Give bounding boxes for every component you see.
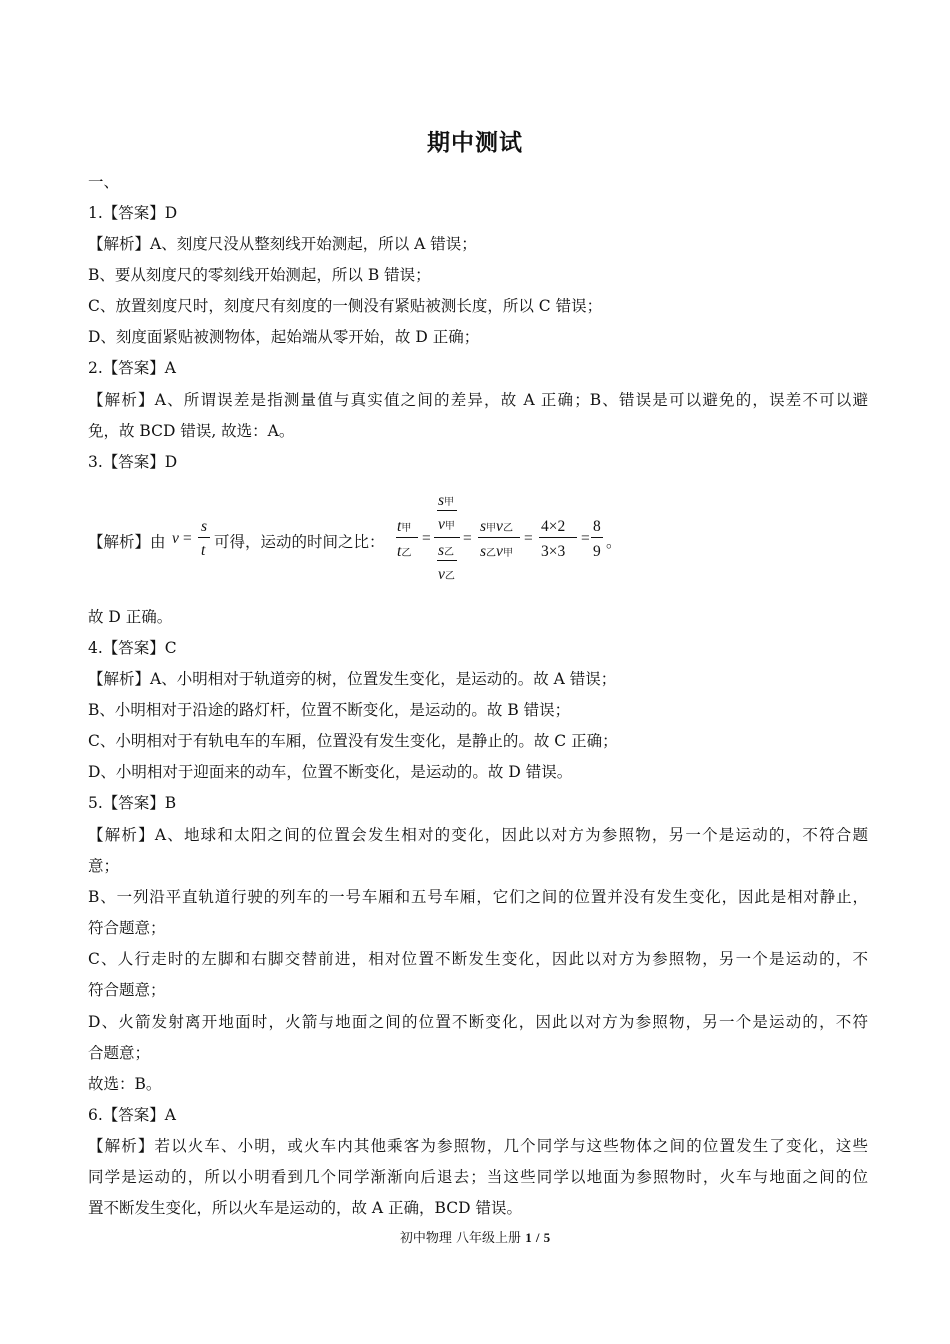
formula-mid: 可得，运动的时间之比： <box>214 533 385 551</box>
formula-s-jia: s <box>438 492 445 509</box>
analysis-line: 符合题意； <box>88 981 166 999</box>
formula-equals: = <box>463 530 472 547</box>
sub-yi: 乙 <box>502 523 513 534</box>
answer-line: 4.【答案】C <box>88 639 177 657</box>
formula-v-yi: v <box>438 566 445 583</box>
answer-line: 2.【答案】A <box>88 359 176 377</box>
fraction-bar <box>396 537 418 538</box>
analysis-line: 置不断发生变化，所以火车是运动的，故 A 正确，BCD 错误。 <box>88 1199 522 1217</box>
fraction-bar <box>591 537 603 538</box>
analysis-line: 【解析】A、地球和太阳之间的位置会发生相对的变化，因此以对方为参照物，另一个是运动的，不符合题 <box>88 826 868 844</box>
sub-jia: 甲 <box>486 523 497 534</box>
formula-numerator: 4×2 <box>541 518 566 535</box>
formula-s-yi: s <box>480 543 487 560</box>
analysis-line: 【解析】A、小明相对于轨道旁的树，位置发生变化，是运动的。故 A 错误； <box>88 670 617 688</box>
analysis-line: D、小明相对于迎面来的动车，位置不断变化，是运动的。故 D 错误。 <box>88 763 573 781</box>
analysis-line: 免，故 BCD 错误, 故选：A。 <box>88 422 295 440</box>
analysis-line: 同学是运动的，所以小明看到几个同学渐渐向后退去；当这些同学以地面为参照物时，火车与地面之间的位 <box>88 1168 868 1186</box>
sub-yi: 乙 <box>486 548 497 559</box>
formula-suffix: 。 <box>606 533 622 551</box>
section-heading: 一、 <box>88 173 120 191</box>
answer-line: 6.【答案】A <box>88 1106 176 1124</box>
formula-t-yi: t <box>397 543 402 560</box>
page-number: 1 <box>525 1230 532 1245</box>
analysis-line: 【解析】若以火车、小明，或火车内其他乘客为参照物，几个同学与这些物体之间的位置发生了变化，这些 <box>88 1137 868 1155</box>
sub-jia: 甲 <box>401 523 412 534</box>
analysis-line: 【解析】A、刻度尺没从整刻线开始测起，所以 A 错误； <box>88 235 477 253</box>
sub-yi: 乙 <box>444 547 455 558</box>
page-title: 期中测试 <box>427 130 523 156</box>
formula-s-jia: s <box>480 518 487 535</box>
analysis-line: 【解析】A、所谓误差是指测量值与真实值之间的差异，故 A 正确；B、错误是可以避免的，误差不可以避 <box>88 391 868 409</box>
formula-result-den: 9 <box>593 543 601 560</box>
sub-jia: 甲 <box>444 521 455 532</box>
analysis-line: D、刻度面紧贴被测物体，起始端从零开始，故 D 正确； <box>88 328 480 346</box>
formula-result-num: 8 <box>593 518 601 535</box>
analysis-line: B、要从刻度尺的零刻线开始测起，所以 B 错误； <box>88 266 431 284</box>
formula-s: s <box>201 518 208 535</box>
formula-prefix: 【解析】由 <box>88 533 166 551</box>
fraction-bar <box>478 537 520 538</box>
analysis-line: B、一列沿平直轨道行驶的列车的一号车厢和五号车厢，它们之间的位置并没有发生变化，因此是相对静止， <box>88 888 868 906</box>
sub-yi: 乙 <box>401 548 412 559</box>
analysis-line: C、人行走时的左脚和右脚交替前进，相对位置不断发生变化，因此以对方为参照物，另一个是运动的，不 <box>88 950 868 968</box>
formula-s-yi: s <box>438 542 445 559</box>
formula-denominator: 3×3 <box>541 543 566 560</box>
page-total: 5 <box>543 1230 551 1245</box>
fraction-bar <box>539 537 577 538</box>
analysis-line: D、火箭发射离开地面时，火箭与地面之间的位置不断变化，因此以对方为参照物，另一个是运动的，不符 <box>88 1013 868 1031</box>
sub-jia: 甲 <box>502 548 513 559</box>
analysis-line: C、放置刻度尺时，刻度尺有刻度的一侧没有紧贴被测长度，所以 C 错误； <box>88 297 603 315</box>
formula-v: v <box>172 530 179 547</box>
formula-t: t <box>201 542 206 559</box>
analysis-line: 合题意； <box>88 1044 151 1062</box>
formula-v-jia: v <box>496 543 503 560</box>
fraction-bar <box>198 537 210 538</box>
formula-t-jia: t <box>397 518 402 535</box>
formula-equals: = <box>524 530 533 547</box>
formula-equals: = <box>183 530 192 547</box>
analysis-line: 故 D 正确。 <box>88 608 173 626</box>
formula-equals: = <box>422 530 431 547</box>
analysis-line: 故选：B。 <box>88 1075 162 1093</box>
page-footer <box>0 1227 950 1246</box>
answer-line: 5.【答案】B <box>88 794 177 812</box>
fraction-bar <box>437 510 457 511</box>
answer-line: 3.【答案】D <box>88 453 178 471</box>
page-separator: / <box>535 1230 540 1245</box>
sub-yi: 乙 <box>444 571 455 582</box>
analysis-line: 意； <box>88 857 120 875</box>
fraction-bar <box>434 537 460 538</box>
fraction-bar <box>437 560 457 561</box>
formula-equals: = <box>581 530 590 547</box>
formula-v-yi: v <box>496 518 503 535</box>
answer-line: 1.【答案】D <box>88 204 178 222</box>
sub-jia: 甲 <box>444 497 455 508</box>
analysis-line: B、小明相对于沿途的路灯杆，位置不断变化，是运动的。故 B 错误； <box>88 701 571 719</box>
formula-block <box>88 490 868 590</box>
analysis-line: C、小明相对于有轨电车的车厢，位置没有发生变化，是静止的。故 C 正确； <box>88 732 618 750</box>
formula-v-jia: v <box>438 516 445 533</box>
footer-text: 初中物理 八年级上册 <box>399 1231 522 1246</box>
analysis-line: 符合题意； <box>88 919 166 937</box>
